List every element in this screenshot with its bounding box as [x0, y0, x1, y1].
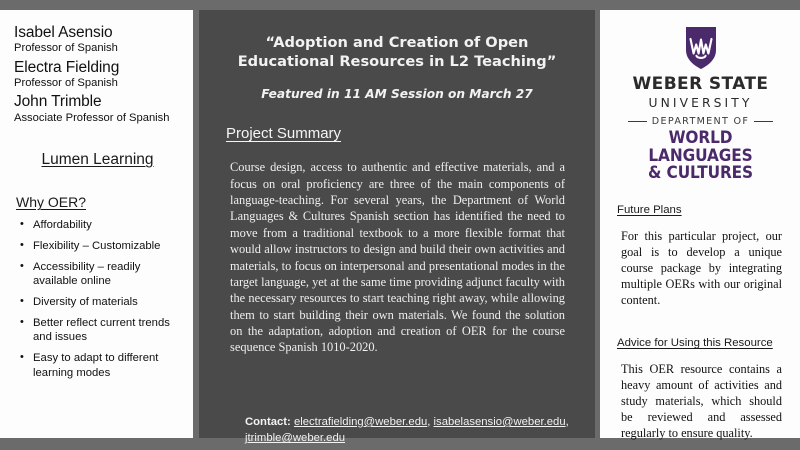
logo-rule-right [754, 121, 773, 123]
why-oer-list [14, 218, 181, 380]
contact-email-link[interactable]: electrafielding@weber.edu [293, 416, 428, 428]
logo-department-of-text: DEPARTMENT OF [651, 115, 750, 127]
why-oer-heading: Why OER? [16, 194, 87, 211]
contact-separator: , [565, 416, 569, 428]
list-item: • Diversity of materials [14, 295, 181, 310]
list-item: • Easy to adapt to different learning modes [14, 351, 181, 380]
project-summary-heading: Project Summary [226, 125, 342, 143]
center-panel [199, 10, 595, 445]
future-plans-body: For this particular project, our goal is to develop a unique course package by integrating multiple OERs with our original content. [621, 229, 782, 308]
contact-email-link[interactable]: jtrimble@weber.edu [245, 432, 346, 445]
presenter-title: Associate Professor of Spanish [14, 111, 170, 124]
presenter-entry [14, 24, 181, 56]
list-item: • Accessibility – readily available online [14, 260, 181, 289]
poster-title: “Adoption and Creation of Open Educational Resources in L2 Teaching” [237, 34, 557, 70]
advice-body: This OER resource contains a heavy amount of activities and study materials, which should be reviewed and assessed regularly to ensure quality. [621, 362, 782, 441]
top-frame-bar [0, 0, 800, 10]
list-item: • Better reflect current trends and issues [14, 316, 181, 345]
presenter-name: Isabel Asensio [14, 24, 113, 41]
logo-weber-state-text: WEBER STATE [632, 74, 769, 94]
presenter-name: Electra Fielding [14, 58, 120, 76]
contact-block [245, 414, 581, 447]
logo-department-row [613, 116, 788, 127]
presenter-entry [14, 59, 181, 91]
presenter-title: Professor of Spanish [14, 42, 118, 55]
weber-state-shield-w-icon [684, 26, 718, 70]
list-item: • Affordability [14, 218, 181, 233]
logo-world-languages-text: WORLD LANGUAGES [648, 127, 753, 165]
advice-heading: Advice for Using this Resource [617, 337, 773, 350]
contact-email-link[interactable]: isabelasensio@weber.edu [433, 416, 566, 428]
logo-cultures-text: & CULTURES [647, 163, 754, 183]
project-summary-body: Course design, access to authentic and effective materials, and a focus on oral proficiency are three of the main components of language-teaching. For several years, the Department of World Languages & Cultures Spanish section has identified the need to move from a traditional textbook to a more flexible format that would allow instructors to design and build their own activities and materials, to focus on interpersonal and presentational modes in the target language, yet at the same time providing adjunct faculty with the necessary resources to start teaching right away, while allowing them to start building their own materials. We found the solution on the adaptation, adoption and creation of OER for the course sequence Spanish 1010-2020. [230, 160, 565, 355]
presenter-name: John Trimble [14, 93, 102, 111]
lumen-learning-heading: Lumen Learning [41, 151, 154, 169]
list-item: • Flexibility – Customizable [14, 239, 181, 254]
left-panel [0, 10, 193, 438]
contact-label: Contact: [245, 416, 291, 428]
contact-separator: , [427, 416, 434, 428]
future-plans-heading: Future Plans [617, 204, 682, 217]
weber-state-logo [613, 26, 788, 182]
poster-subtitle: Featured in 11 AM Session on March 27 [261, 87, 533, 102]
logo-university-text: UNIVERSITY [648, 95, 753, 110]
right-panel [600, 10, 800, 441]
presenter-entry [14, 93, 181, 125]
logo-rule-left [628, 121, 647, 123]
presenter-title: Professor of Spanish [14, 77, 118, 89]
